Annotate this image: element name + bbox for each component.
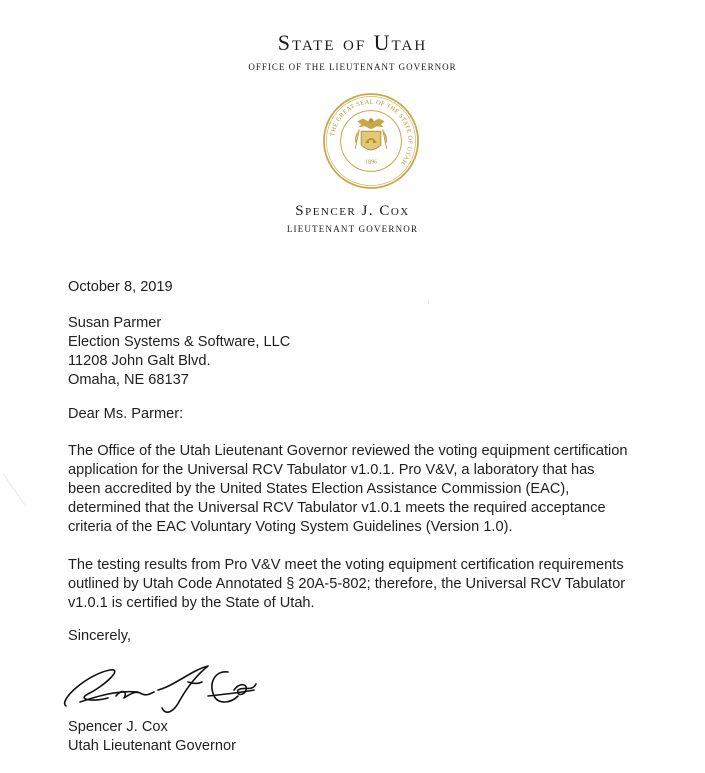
svg-text:1896: 1896	[365, 159, 377, 166]
paragraph-line: determined that the Universal RCV Tabulator v1.0.1 meets the required acceptance	[68, 500, 606, 516]
signer-block	[68, 718, 236, 756]
paragraph-line: v1.0.1 is certified by the State of Utah.	[68, 595, 315, 611]
official-title: LIEUTENANT GOVERNOR	[286, 224, 419, 234]
address-line: Omaha, NE 68137	[68, 372, 189, 388]
letterhead-office-name: OFFICE OF THE LIEUTENANT GOVERNOR	[248, 62, 457, 72]
signer-name: Spencer J. Cox	[68, 719, 168, 735]
signer-title: Utah Lieutenant Governor	[68, 738, 236, 754]
recipient-address	[68, 314, 290, 390]
paragraph-line: The Office of the Utah Lieutenant Governor reviewed the voting equipment certification	[68, 443, 628, 459]
paragraph-line: outlined by Utah Code Annotated § 20A-5-802; therefore, the Universal RCV Tabulator	[68, 576, 626, 592]
address-line: Susan Parmer	[68, 315, 162, 331]
letter-date: October 8, 2019	[68, 279, 173, 295]
closing: Sincerely,	[68, 628, 131, 644]
official-name: Spencer J. Cox	[295, 203, 410, 219]
salutation: Dear Ms. Parmer:	[68, 406, 184, 422]
paragraph-line: The testing results from Pro V&V meet the voting equipment certification requirements	[68, 557, 624, 573]
body-paragraph-2	[68, 556, 625, 613]
state-seal-icon	[322, 92, 420, 190]
scan-mark	[428, 300, 429, 303]
address-line: 11208 John Galt Blvd.	[68, 353, 211, 369]
svg-text:THE GREAT SEAL OF THE STATE OF: THE GREAT SEAL OF THE STATE OF UTAH	[329, 98, 414, 167]
address-line: Election Systems & Software, LLC	[68, 334, 291, 350]
signature-image	[58, 660, 258, 722]
body-paragraph-1	[68, 442, 627, 537]
paragraph-line: criteria of the EAC Voluntary Voting System Guidelines (Version 1.0).	[68, 519, 513, 535]
paragraph-line: application for the Universal RCV Tabulator v1.0.1. Pro V&V, a laboratory that has	[68, 462, 595, 478]
scan-mark	[3, 473, 27, 506]
letterhead-state-title: State of Utah	[277, 30, 428, 55]
paragraph-line: been accredited by the United States Election Assistance Commission (EAC),	[68, 481, 570, 497]
